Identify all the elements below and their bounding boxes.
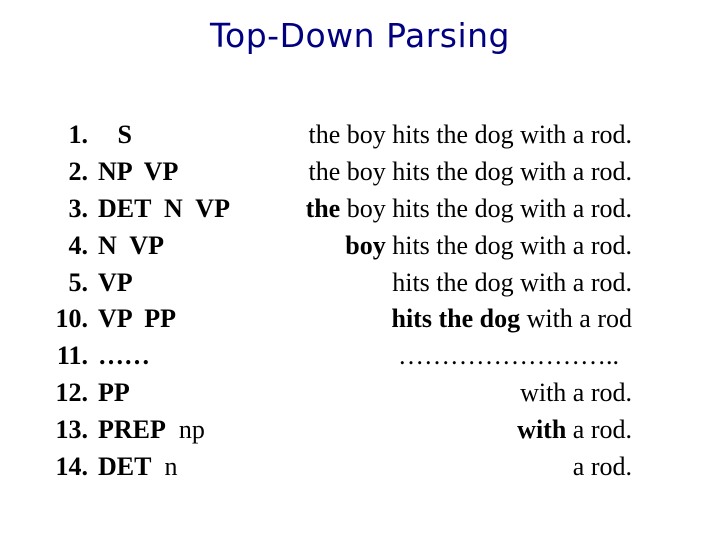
step-number: 3. [68,194,88,223]
sentence-text: with a rod. [517,415,632,444]
sentence-text: the boy hits the dog with a rod. [308,120,632,149]
rule-text: PP [98,378,130,407]
rule-text: VP [98,268,133,297]
derivation-steps-2 [0,300,720,485]
derivation-steps-1 [0,116,720,301]
step-number: 13. [55,415,88,444]
sentence-text: …………………….. [398,341,632,370]
sentence-text: boy hits the dog with a rod. [345,231,632,260]
derivation-row [0,153,720,190]
derivation-row [0,116,720,153]
step-number: 14. [55,452,88,481]
derivation-row [0,411,720,448]
sentence-text: the boy hits the dog with a rod. [308,157,632,186]
rule-text: N VP [98,231,164,260]
rule-text: PREP np [98,415,205,444]
step-number: 5. [68,268,88,297]
step-number: 11. [56,341,88,370]
rule-text: S [98,120,132,149]
step-number: 10. [55,304,88,333]
sentence-text: hits the dog with a rod. [392,268,632,297]
step-number: 1. [68,120,88,149]
sentence-text: with a rod. [520,378,632,407]
sentence-text: the boy hits the dog with a rod. [305,194,632,223]
derivation-row [0,337,720,374]
rule-text: NP VP [98,157,179,186]
derivation-row [0,448,720,485]
rule-text: VP PP [98,304,176,333]
derivation-row [0,227,720,264]
step-number: 4. [68,231,88,260]
sentence-text: a rod. [572,452,632,481]
step-number: 12. [55,378,88,407]
derivation-row [0,190,720,227]
derivation-row [0,374,720,411]
rule-text: …… [98,341,150,370]
rule-text: DET n [98,452,178,481]
step-number: 2. [68,157,88,186]
derivation-row [0,264,720,301]
rule-text: DET N VP [98,194,230,223]
derivation-row [0,300,720,337]
sentence-text: hits the dog with a rod [391,304,632,333]
page-title: Top-Down Parsing [209,16,511,55]
